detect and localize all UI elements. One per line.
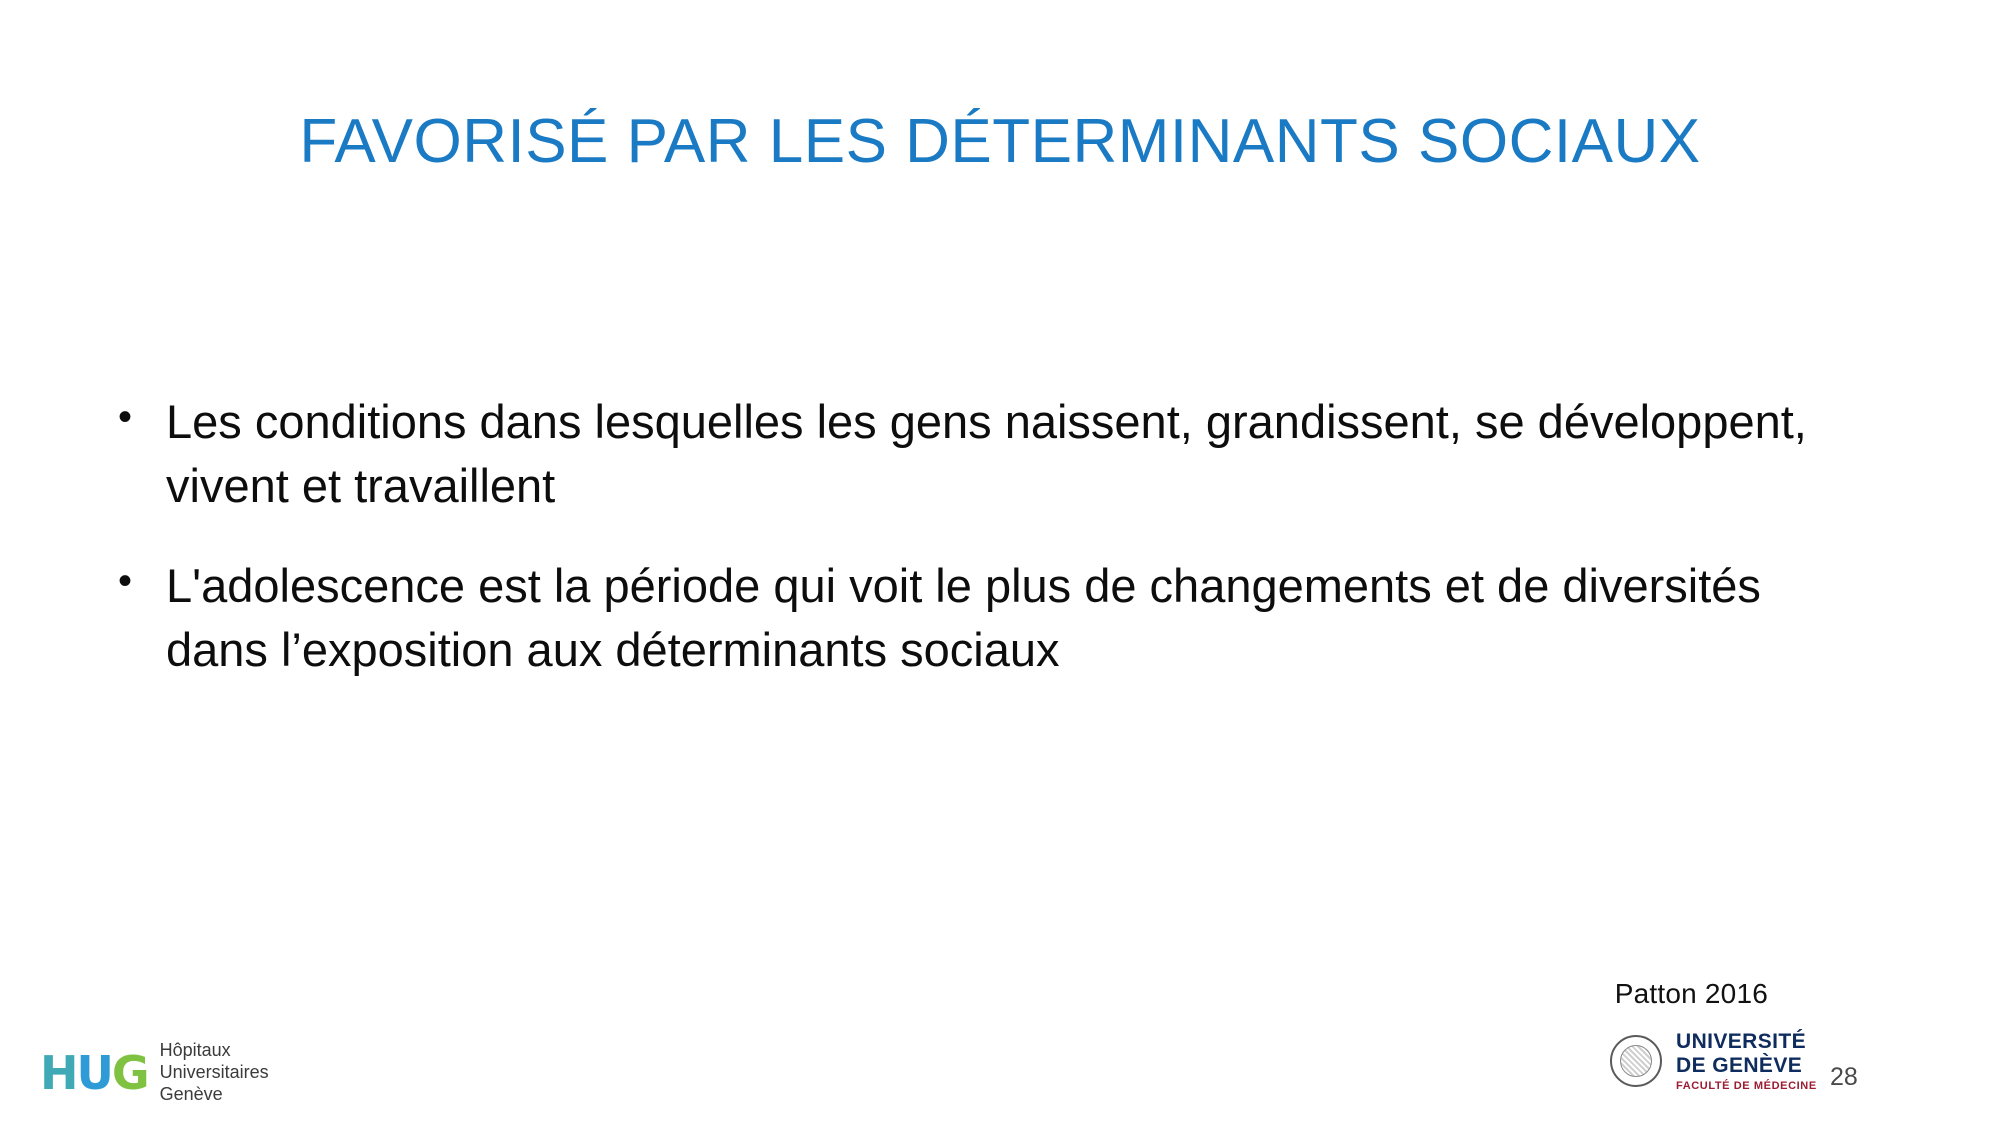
list-item: • Les conditions dans lesquelles les gens naissent, grandissent, se développent, vivent et travaillent bbox=[108, 390, 1828, 518]
hug-letter-g: G bbox=[111, 1045, 148, 1100]
list-item: • L'adolescence est la période qui voit le plus de changements et de diversités dans l’exposition aux déterminants sociaux bbox=[108, 554, 1828, 682]
page-number: 28 bbox=[1830, 1063, 1858, 1091]
hug-wordmark-line-2: Universitaires bbox=[159, 1061, 269, 1082]
page-title: FAVORISÉ PAR LES DÉTERMINANTS SOCIAUX bbox=[299, 107, 1701, 176]
unige-logo-wordmark bbox=[1676, 1030, 1817, 1092]
hug-logo bbox=[40, 1040, 269, 1106]
unige-wordmark-line-1: UNIVERSITÉ bbox=[1676, 1030, 1807, 1053]
slide-body bbox=[108, 390, 1828, 718]
unige-logo bbox=[1610, 1030, 1817, 1092]
hug-wordmark-line-1: Hôpitaux bbox=[159, 1040, 231, 1060]
hug-logo-wordmark bbox=[160, 1040, 269, 1106]
unige-seal-icon bbox=[1610, 1035, 1662, 1087]
citation-text: Patton 2016 bbox=[1614, 978, 1768, 1009]
unige-wordmark-line-2: DE GENÈVE bbox=[1676, 1053, 1803, 1077]
hug-wordmark-line-3: Genève bbox=[159, 1083, 223, 1104]
hug-letter-h: H bbox=[40, 1045, 77, 1100]
unige-faculty-label: FACULTÉ DE MÉDECINE bbox=[1676, 1080, 1817, 1093]
hug-logo-icon bbox=[40, 1045, 148, 1100]
hug-letter-u: U bbox=[76, 1045, 112, 1100]
